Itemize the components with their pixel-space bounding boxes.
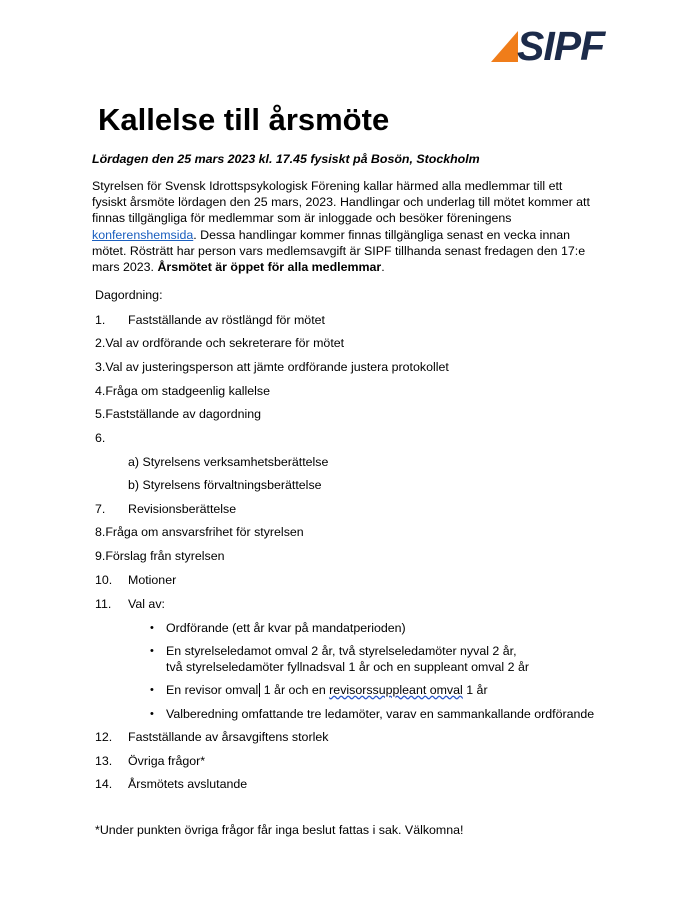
logo-text: SIPF — [517, 23, 605, 69]
agenda-text: Förslag från styrelsen — [105, 549, 225, 563]
intro-text-end: . — [381, 260, 385, 275]
intro-bold-text: Årsmötet är öppet för alla medlemmar — [157, 260, 382, 275]
bullet-text-part: 1 år — [462, 683, 488, 697]
spellcheck-underlined-text: revisorssuppleant omval — [329, 683, 463, 697]
agenda-number: 6. — [95, 431, 106, 445]
agenda-text: Fråga om ansvarsfrihet för styrelsen — [105, 525, 304, 539]
agenda-item-6b: b) Styrelsens förvaltningsberättelse — [128, 478, 322, 492]
sipf-logo — [491, 23, 631, 69]
page-title: Kallelse till årsmöte — [98, 102, 390, 137]
agenda-text: Fastställande av röstlängd för mötet — [128, 313, 325, 327]
agenda-number: 12. — [95, 730, 113, 744]
agenda-text: Motioner — [128, 573, 177, 587]
bullet-text: En styrelseledamot omval 2 år, två styrelseledamöter nyval 2 år, — [166, 644, 517, 658]
agenda-number: 14. — [95, 777, 113, 791]
agenda-item-5 — [95, 406, 261, 422]
election-bullet-2-line-2: två styrelseledamöter fyllnadsval 1 år och en suppleant omval 2 år — [166, 660, 529, 674]
logo-triangle-icon — [491, 31, 518, 62]
agenda-number: 9. — [95, 549, 106, 563]
bullet-text — [166, 682, 488, 698]
bullet-text: Ordförande (ett år kvar på mandatperioden) — [166, 621, 406, 635]
agenda-number: 3. — [95, 360, 106, 374]
agenda-text: Fråga om stadgeenlig kallelse — [105, 384, 270, 398]
agenda-item-4 — [95, 383, 270, 399]
agenda-text: Fastställande av dagordning — [105, 407, 262, 421]
agenda-text: Övriga frågor* — [128, 754, 206, 768]
agenda-number: 2. — [95, 336, 106, 350]
agenda-text: Fastställande av årsavgiftens storlek — [128, 730, 329, 744]
agenda-item-8 — [95, 524, 304, 540]
bullet-icon: • — [150, 645, 154, 657]
intro-text-1: Styrelsen för Svensk Idrottspsykologisk Förening kallar härmed alla medlemmar till ett fysiskt årsmöte lördagen den 25 mars, 2023. Handlingar och underlag till mötet kommer att finnas tillgängliga för medlemmar som är inloggade och besöker föreningens — [92, 179, 590, 226]
bullet-icon: • — [150, 684, 154, 696]
agenda-item-3 — [95, 359, 449, 375]
agenda-number: 8. — [95, 525, 106, 539]
agenda-item-9 — [95, 548, 224, 564]
agenda-number: 10. — [95, 573, 113, 587]
agenda-text: Årsmötets avslutande — [128, 777, 248, 791]
footnote: *Under punkten övriga frågor får inga beslut fattas i sak. Välkomna! — [95, 823, 464, 837]
meeting-subtitle: Lördagen den 25 mars 2023 kl. 17.45 fysiskt på Bosön, Stockholm — [92, 152, 480, 166]
agenda-number: 4. — [95, 384, 106, 398]
agenda-number: 11. — [95, 597, 112, 611]
agenda-item-6a: a) Styrelsens verksamhetsberättelse — [128, 455, 329, 469]
intro-paragraph — [92, 178, 592, 275]
agenda-text: Val av: — [128, 597, 165, 611]
bullet-text-part: En revisor omval — [166, 683, 259, 697]
agenda-text: Revisionsberättelse — [128, 502, 237, 516]
bullet-text-part: 1 år och en — [260, 683, 330, 697]
conference-page-link[interactable]: konferenshemsida — [92, 227, 194, 242]
agenda-label: Dagordning: — [95, 288, 163, 302]
agenda-item-2 — [95, 335, 344, 351]
agenda-text: Val av ordförande och sekreterare för mötet — [105, 336, 345, 350]
bullet-icon: • — [150, 708, 154, 720]
agenda-number: 5. — [95, 407, 106, 421]
agenda-number: 1. — [95, 313, 106, 327]
intro-text-2: . Dessa handlingar kommer finnas tillgängliga senast en vecka innan mötet. Rösträtt har person vars medlemsavgift är SIPF tillhanda senast fredagen den 17:e mars 2023. — [92, 227, 586, 275]
agenda-number: 13. — [95, 754, 113, 768]
bullet-text: Valberedning omfattande tre ledamöter, varav en sammankallande ordförande — [166, 707, 595, 721]
bullet-icon: • — [150, 622, 154, 634]
agenda-number: 7. — [95, 502, 106, 516]
agenda-text: Val av justeringsperson att jämte ordförande justera protokollet — [105, 360, 449, 374]
